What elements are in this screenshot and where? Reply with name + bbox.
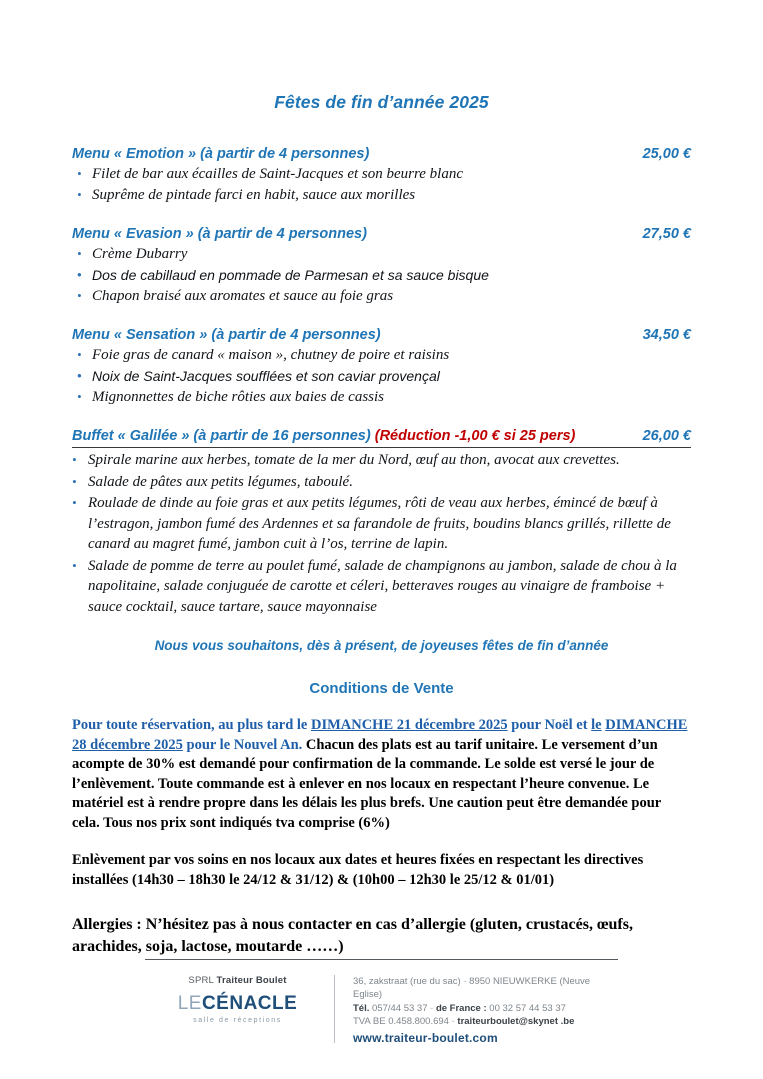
buffet-header [72, 428, 691, 444]
city-address: 8950 NIEUWKERKE (Neuve Eglise) [353, 975, 591, 1000]
buffet-section-galilee [72, 428, 691, 617]
logo-le-text: LE [177, 992, 202, 1014]
menu-title-sensation: Menu « Sensation » (à partir de 4 personnes) [72, 327, 381, 343]
company-legal-name [145, 975, 330, 986]
company-name: Traiteur Boulet [216, 974, 287, 986]
website-url[interactable]: www.traiteur-boulet.com [353, 1030, 498, 1045]
tva-number: TVA BE 0.458.800.694 [353, 1016, 449, 1027]
conditions-lead-mid: pour Noël et [507, 717, 592, 733]
menu-section-emotion [72, 146, 691, 205]
menu-title-evasion: Menu « Evasion » (à partir de 4 personnes) [72, 226, 367, 242]
page-title: Fêtes de fin d’année 2025 [274, 92, 489, 112]
conditions-le-word: le [591, 717, 602, 733]
list-item: • Crème Dubarry [72, 244, 691, 264]
logo-cenacle-text: CÉNACLE [201, 992, 298, 1014]
list-item: • Chapon braisé aux aromates et sauce au foie gras [72, 286, 691, 306]
footer-vertical-divider [334, 975, 335, 1044]
cenacle-logo [145, 994, 330, 1014]
menu-section-sensation [72, 327, 691, 407]
menu-header-evasion [72, 226, 691, 242]
footer-divider-rule [145, 959, 618, 960]
reservation-date-noel: DIMANCHE 21 décembre 2025 [310, 717, 508, 733]
phone-separator: - [430, 1002, 434, 1014]
list-item: • Spirale marine aux herbes, tomate de la mer du Nord, œuf au thon, avocat aux crevettes. [72, 450, 691, 471]
tel-number: 057/44 53 37 [372, 1002, 428, 1014]
list-item: • Dos de cabillaud en pommade de Parmesan et sa sauce bisque [72, 265, 691, 285]
list-item: • Salade de pâtes aux petits légumes, taboulé. [72, 472, 691, 493]
list-item: • Salade de pomme de terre au poulet fumé, salade de champignons au jambon, salade de chou à la napolitaine, salade conjuguée de carotte et céleri, betteraves rouges au vinaigre de framboise + sauce cocktail, sauce tartare, sauce mayonnaise [72, 556, 691, 618]
footer-brand-block [145, 973, 330, 1024]
menu-title-emotion: Menu « Emotion » (à partir de 4 personnes) [72, 146, 370, 162]
reservation-date-nouvel-an: DIMANCHE 28 décembre 2025 [72, 717, 688, 753]
pickup-instructions: Enlèvement par vos soins en nos locaux aux dates et heures fixées en respectant les directives installées (14h30 – 18h30 le 24/12 & 31/12) & (10h00 – 12h30 le 25/12 & 01/01) [72, 852, 644, 888]
conditions-body-text: Chacun des plats est au tarif unitaire. Le versement d’un acompte de 30% est demandé pour confirmation de la commande. Le solde est versé le jour de l’enlèvement. Toute commande est à enlever en nos locaux en respectant l’heure convenue. Le matériel est à rendre propre dans les délais les plus brefs. Une caution peut être demandée pour cela. Tous nos prix sont indiqués tva comprise (6%) [72, 736, 661, 831]
buffet-price: 26,00 € [642, 428, 691, 444]
france-label: de France : [435, 1002, 487, 1014]
conditions-lead-intro: Pour toute réservation, au plus tard le [72, 717, 311, 733]
footer-content [145, 973, 618, 1046]
buffet-reduction-note: (Réduction -1,00 € si 25 pers) [374, 428, 576, 444]
footer-phone-line [353, 1002, 618, 1016]
dish-list-emotion [72, 164, 691, 205]
buffet-item-list [72, 450, 691, 617]
season-wishes-text: Nous vous souhaitons, dès à présent, de joyeuses fêtes de fin d’année [154, 638, 609, 653]
france-number: 00 32 57 44 53 37 [489, 1002, 566, 1014]
list-item: • Roulade de dinde au foie gras et aux petits légumes, rôti de veau aux herbes, émincé de bœuf à l’estragon, jambon fumé des Ardennes et sa farandole de fruits, boudins blancs grillés, rillette de canard au magret fumé, jambon cuit à l’os, terrine de lapin. [72, 493, 691, 555]
dish-list-sensation [72, 345, 691, 407]
menu-section-evasion [72, 226, 691, 306]
dish-list-evasion [72, 244, 691, 306]
company-prefix: SPRL [188, 974, 214, 986]
conditions-paragraph [72, 716, 691, 833]
address-separator: - [463, 975, 467, 987]
footer-contact-block [353, 973, 618, 1046]
tva-separator: - [451, 1016, 455, 1027]
buffet-title-text: Buffet « Galilée » (à partir de 16 personnes) [72, 428, 371, 444]
list-item: • Suprême de pintade farci en habit, sauce aux morilles [72, 185, 691, 205]
list-item: • Filet de bar aux écailles de Saint-Jacques et son beurre blanc [72, 164, 691, 184]
footer-address-line [353, 975, 618, 1002]
page-footer [0, 959, 763, 1046]
menu-header-sensation [72, 327, 691, 343]
email-address[interactable]: traiteurboulet@skynet .be [457, 1016, 575, 1027]
menu-header-emotion [72, 146, 691, 162]
list-item: • Foie gras de canard « maison », chutney de poire et raisins [72, 345, 691, 365]
allergies-notice: Allergies : N’hésitez pas à nous contacter en cas d’allergie (gluten, crustacés, œufs, arachides, soja, lactose, moutarde ……) [72, 916, 633, 955]
footer-tva-line [353, 1015, 618, 1029]
buffet-divider [72, 447, 691, 448]
buffet-title [72, 428, 575, 444]
list-item: • Mignonnettes de biche rôties aux baies de cassis [72, 387, 691, 407]
menu-price-evasion: 27,50 € [642, 226, 691, 242]
conditions-lead-after: pour le Nouvel An. [182, 736, 303, 753]
logo-tagline: salle de réceptions [193, 1016, 282, 1024]
menu-price-sensation: 34,50 € [642, 327, 691, 343]
tel-label: Tél. [353, 1002, 370, 1014]
street-address: 36, zakstraat (rue du sac) [353, 975, 461, 987]
list-item: • Noix de Saint-Jacques soufflées et son caviar provençal [72, 366, 691, 386]
conditions-heading: Conditions de Vente [309, 680, 454, 697]
menu-price-emotion: 25,00 € [642, 146, 691, 162]
